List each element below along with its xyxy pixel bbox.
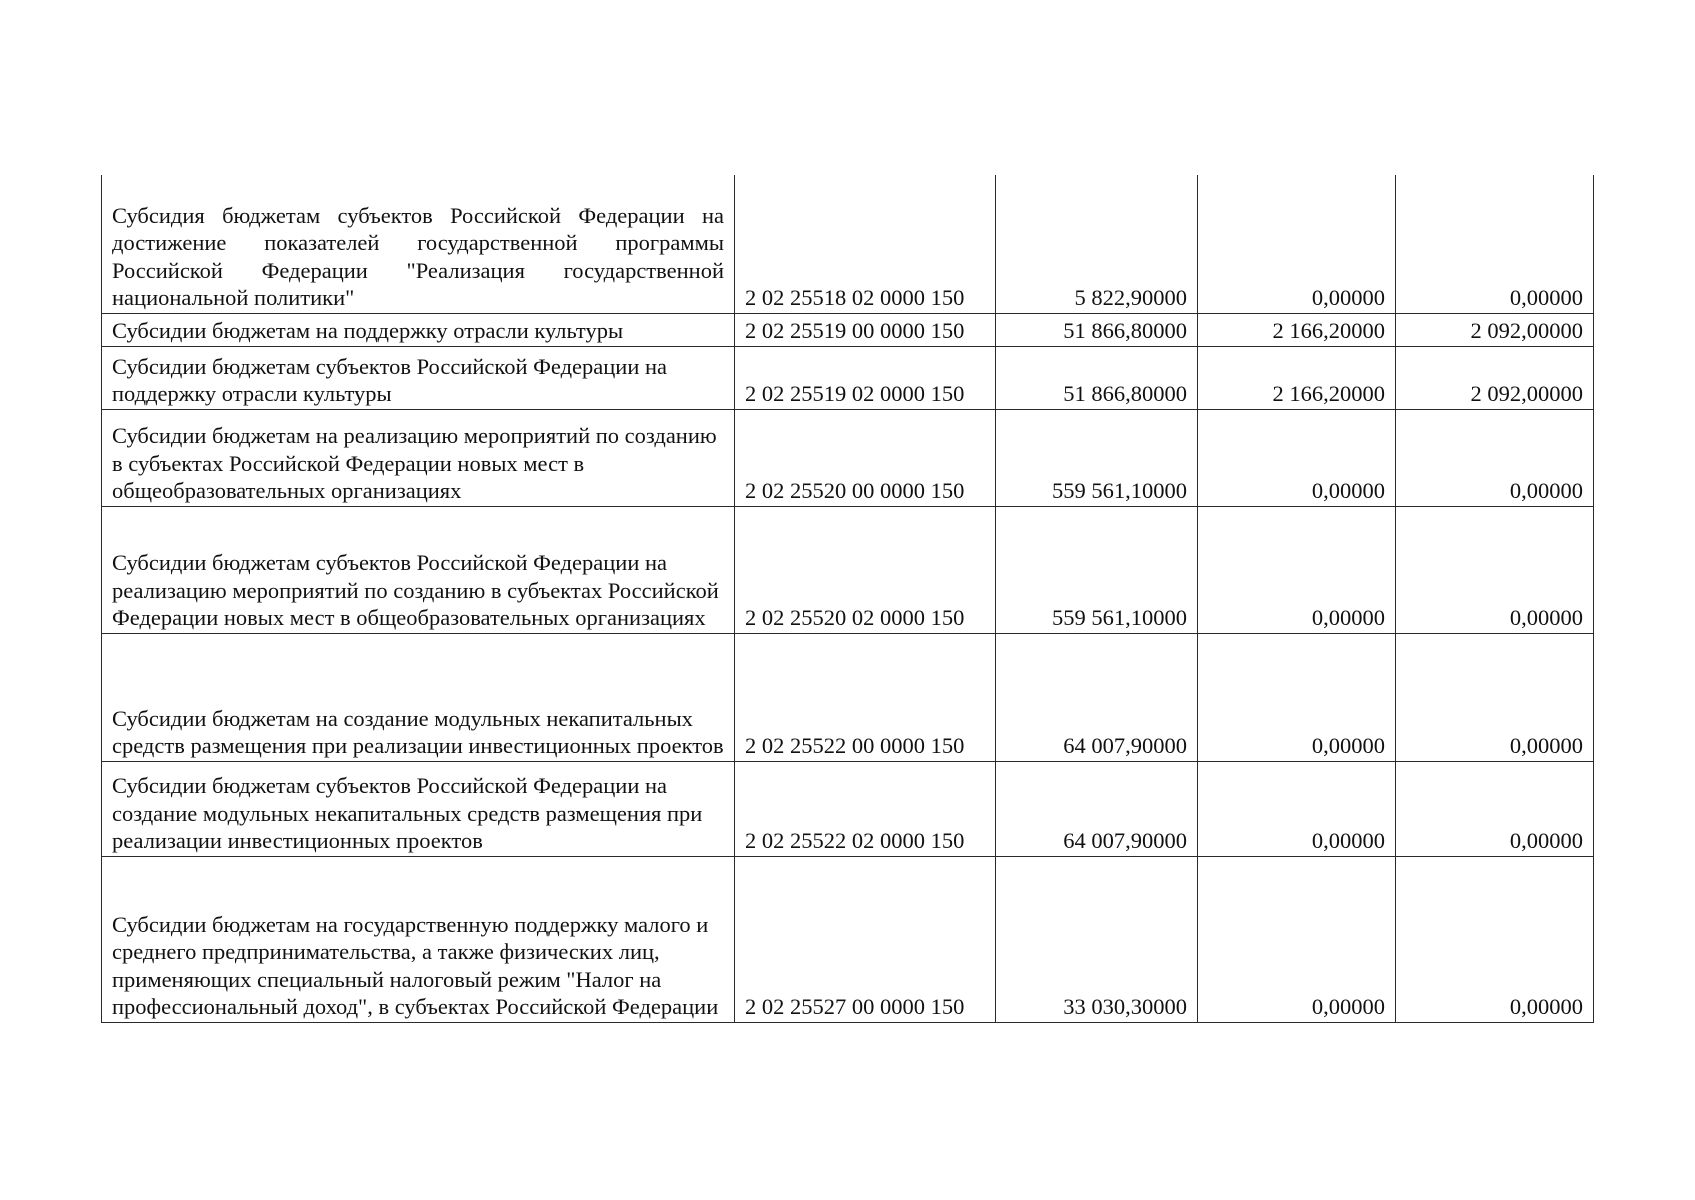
budget-code-cell: 2 02 25519 02 0000 150 — [735, 346, 996, 409]
table-row — [102, 761, 1594, 856]
amount-cell-1: 64 007,90000 — [996, 633, 1198, 761]
amount-cell-2: 0,00000 — [1198, 506, 1396, 633]
budget-code-cell: 2 02 25522 02 0000 150 — [735, 761, 996, 856]
amount-cell-1: 51 866,80000 — [996, 313, 1198, 346]
table-row — [102, 346, 1594, 409]
amount-cell-2: 0,00000 — [1198, 856, 1396, 1022]
amount-cell-1: 51 866,80000 — [996, 346, 1198, 409]
amount-cell-1: 559 561,10000 — [996, 409, 1198, 506]
amount-cell-2: 0,00000 — [1198, 409, 1396, 506]
table-row — [102, 633, 1594, 761]
table-row — [102, 506, 1594, 633]
amount-cell-3: 0,00000 — [1396, 761, 1594, 856]
table-row — [102, 856, 1594, 1022]
amount-cell-2: 0,00000 — [1198, 633, 1396, 761]
revenue-name-cell: Субсидии бюджетам на реализацию мероприятий по созданию в субъектах Российской Федерации новых мест в общеобразовательных организациях — [102, 409, 735, 506]
revenue-name-cell: Субсидии бюджетам на государственную поддержку малого и среднего предпринимательства, а также физических лиц, применяющих специальный налоговый режим "Налог на профессиональный доход", в субъектах Российской Федерации — [102, 856, 735, 1022]
budget-code-cell: 2 02 25518 02 0000 150 — [735, 175, 996, 313]
amount-cell-1: 64 007,90000 — [996, 761, 1198, 856]
budget-code-cell: 2 02 25522 00 0000 150 — [735, 633, 996, 761]
revenue-name-cell: Субсидии бюджетам на создание модульных некапитальных средств размещения при реализации инвестиционных проектов — [102, 633, 735, 761]
revenue-name-cell: Субсидии бюджетам субъектов Российской Федерации на поддержку отрасли культуры — [102, 346, 735, 409]
amount-cell-3: 0,00000 — [1396, 409, 1594, 506]
amount-cell-3: 0,00000 — [1396, 506, 1594, 633]
table-row — [102, 313, 1594, 346]
amount-cell-1: 559 561,10000 — [996, 506, 1198, 633]
budget-code-cell: 2 02 25520 02 0000 150 — [735, 506, 996, 633]
amount-cell-2: 2 166,20000 — [1198, 346, 1396, 409]
amount-cell-2: 0,00000 — [1198, 175, 1396, 313]
revenue-name-cell: Субсидии бюджетам на поддержку отрасли культуры — [102, 313, 735, 346]
amount-cell-3: 0,00000 — [1396, 856, 1594, 1022]
amount-cell-1: 5 822,90000 — [996, 175, 1198, 313]
table-row — [102, 175, 1594, 313]
revenue-name-cell: Субсидия бюджетам субъектов Российской Федерации на достижение показателей государственной программы Российской Федерации "Реализация государственной национальной политики" — [102, 175, 735, 313]
amount-cell-3: 2 092,00000 — [1396, 313, 1594, 346]
amount-cell-1: 33 030,30000 — [996, 856, 1198, 1022]
amount-cell-2: 0,00000 — [1198, 761, 1396, 856]
budget-revenue-table — [101, 175, 1594, 1023]
amount-cell-3: 2 092,00000 — [1396, 346, 1594, 409]
budget-code-cell: 2 02 25527 00 0000 150 — [735, 856, 996, 1022]
amount-cell-2: 2 166,20000 — [1198, 313, 1396, 346]
budget-code-cell: 2 02 25520 00 0000 150 — [735, 409, 996, 506]
revenue-name-cell: Субсидии бюджетам субъектов Российской Федерации на реализацию мероприятий по созданию в субъектах Российской Федерации новых мест в общеобразовательных организациях — [102, 506, 735, 633]
amount-cell-3: 0,00000 — [1396, 175, 1594, 313]
revenue-name-cell: Субсидии бюджетам субъектов Российской Федерации на создание модульных некапитальных средств размещения при реализации инвестиционных проектов — [102, 761, 735, 856]
amount-cell-3: 0,00000 — [1396, 633, 1594, 761]
budget-code-cell: 2 02 25519 00 0000 150 — [735, 313, 996, 346]
table-row — [102, 409, 1594, 506]
